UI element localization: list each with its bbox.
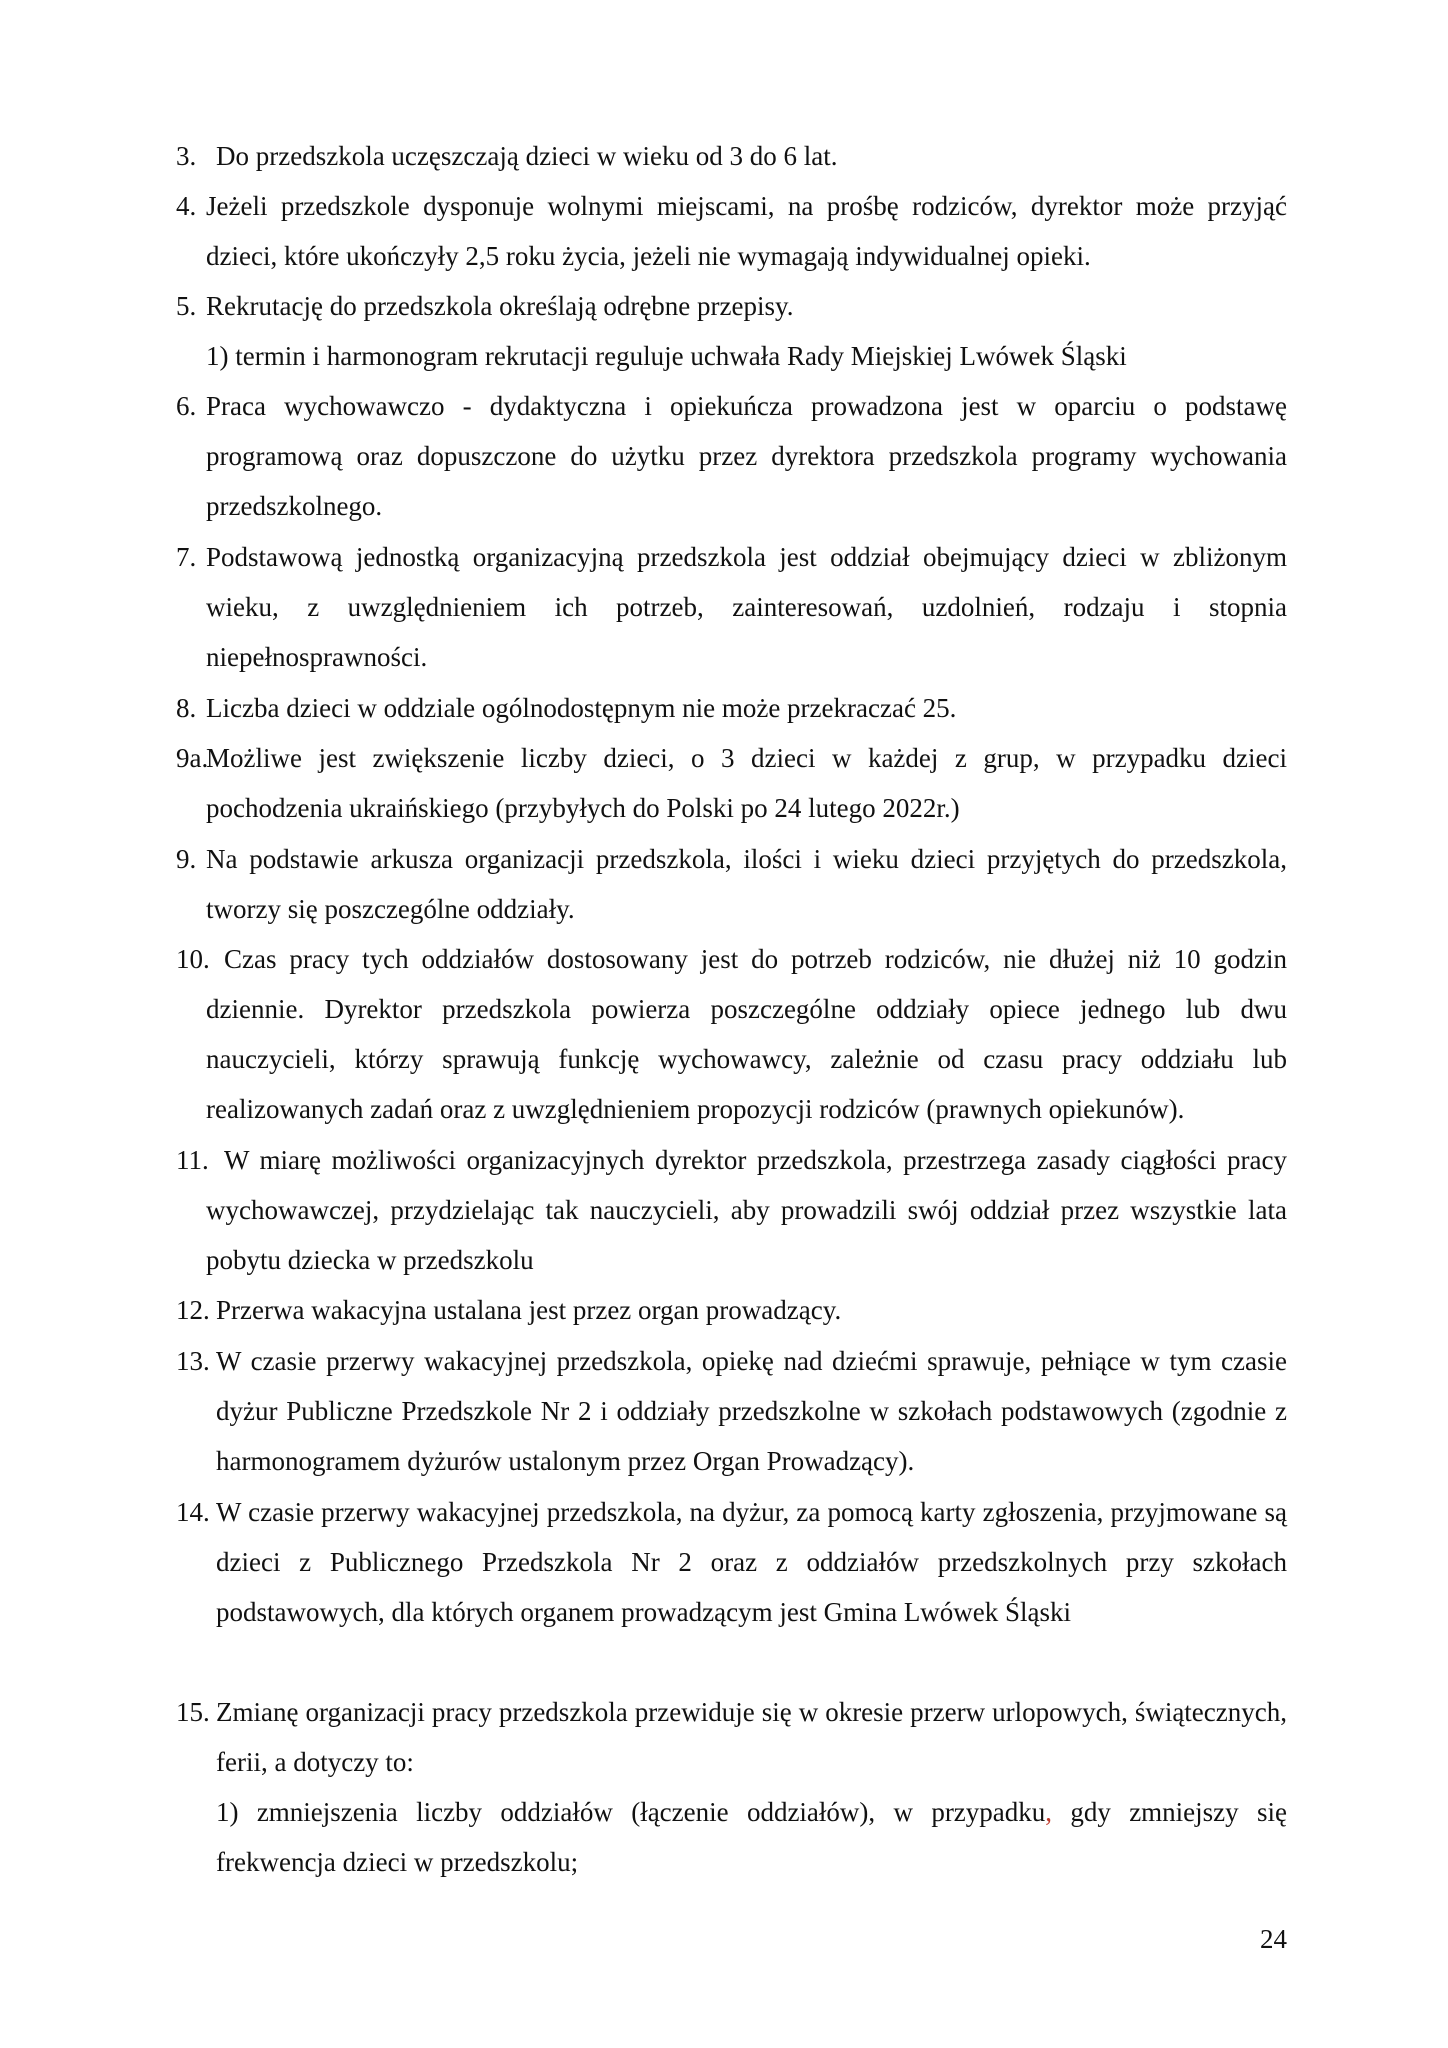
list-item-9a — [176, 733, 1287, 833]
list-item-8 — [176, 683, 1287, 733]
list-item-4 — [176, 181, 1287, 281]
item-number: 15. — [176, 1697, 210, 1727]
item-number: 11. — [176, 1145, 209, 1175]
item-number: 4. — [176, 191, 197, 221]
item-number: 9a. — [176, 743, 209, 773]
item-text: W miarę możliwości organizacyjnych dyrektor przedszkola, przestrzega zasady ciągłości pracy wychowawczej, przydzielając tak nauczycieli, aby prowadzili swój oddział przez wszystkie lata pobytu dziecka w przedszkolu — [206, 1145, 1287, 1275]
item-number: 6. — [176, 391, 197, 421]
item-text: Jeżeli przedszkole dysponuje wolnymi miejscami, na prośbę rodziców, dyrektor może przyjąć dzieci, które ukończyły 2,5 roku życia, jeżeli nie wymagają indywidualnej opieki. — [206, 191, 1287, 271]
item-number: 5. — [176, 291, 197, 321]
sub-item-text-start: 1) zmniejszenia liczby oddziałów (łączenie oddziałów), w przypadku — [216, 1797, 1046, 1827]
list-item-15 — [176, 1687, 1287, 1787]
item-text: Możliwe jest zwiększenie liczby dzieci, o 3 dzieci w każdej z grup, w przypadku dzieci pochodzenia ukraińskiego (przybyłych do Polski po 24 lutego 2022r.) — [206, 743, 1287, 823]
list-item-14 — [176, 1487, 1287, 1637]
item-number: 13. — [176, 1346, 210, 1376]
sub-item-5-1: 1) termin i harmonogram rekrutacji reguluje uchwała Rady Miejskiej Lwówek Śląski — [206, 341, 1127, 371]
item-number: 12. — [176, 1295, 210, 1325]
item-text: Praca wychowawczo - dydaktyczna i opiekuńcza prowadzona jest w oparciu o podstawę programową oraz dopuszczone do użytku przez dyrektora przedszkola programy wychowania przedszkolnego. — [206, 391, 1287, 521]
item-text: W czasie przerwy wakacyjnej przedszkola, na dyżur, za pomocą karty zgłoszenia, przyjmowane są dzieci z Publicznego Przedszkola Nr 2 oraz z oddziałów przedszkolnych przy szkołach podstawowych, dla których organem prowadzącym jest Gmina Lwówek Śląski — [216, 1497, 1287, 1627]
item-text: Czas pracy tych oddziałów dostosowany jest do potrzeb rodziców, nie dłużej niż 10 godzin dziennie. Dyrektor przedszkola powierza poszczególne oddziały opiece jednego lub dwu nauczycieli, którzy sprawują funkcję wychowawcy, zależnie od czasu pracy oddziału lub realizowanych zadań oraz z uwzględnieniem propozycji rodziców (prawnych opiekunów). — [206, 944, 1287, 1124]
item-text: Podstawową jednostką organizacyjną przedszkola jest oddział obejmujący dzieci w zbliżonym wieku, z uwzględnieniem ich potrzeb, zainteresowań, uzdolnień, rodzaju i stopnia niepełnosprawności. — [206, 542, 1287, 672]
item-text: W czasie przerwy wakacyjnej przedszkola, opiekę nad dziećmi sprawuje, pełniące w tym czasie dyżur Publiczne Przedszkole Nr 2 i oddziały przedszkolne w szkołach podstawowych (zgodnie z harmonogramem dyżurów ustalonym przez Organ Prowadzący). — [216, 1346, 1287, 1476]
list-item-11 — [176, 1135, 1287, 1285]
list-item-10 — [176, 934, 1287, 1134]
list-item-12 — [176, 1285, 1287, 1335]
list-item-5 — [176, 281, 1287, 331]
item-number: 3. — [176, 141, 197, 171]
item-text: Na podstawie arkusza organizacji przedszkola, ilości i wieku dzieci przyjętych do przedszkola, tworzy się poszczególne oddziały. — [206, 844, 1287, 924]
list-item-6 — [176, 381, 1287, 531]
item-text: Zmianę organizacji pracy przedszkola przewiduje się w okresie przerw urlopowych, świątecznych, ferii, a dotyczy to: — [216, 1697, 1287, 1777]
item-number: 10. — [176, 944, 210, 974]
sub-item-text-end: gdy zmniejszy się frekwencja dzieci w przedszkolu; — [216, 1797, 1287, 1877]
item-number: 9. — [176, 844, 197, 874]
item-number: 7. — [176, 542, 197, 572]
item-number: 14. — [176, 1497, 210, 1527]
item-text: Do przedszkola uczęszczają dzieci w wieku od 3 do 6 lat. — [216, 141, 838, 171]
page-number: 24 — [1260, 1924, 1287, 1954]
sub-item-15-1 — [216, 1787, 1287, 1887]
item-text: Rekrutację do przedszkola określają odrębne przepisy. — [206, 291, 794, 321]
list-item-7 — [176, 532, 1287, 682]
list-item-13 — [176, 1336, 1287, 1486]
item-number: 8. — [176, 693, 197, 723]
list-item-9 — [176, 834, 1287, 934]
item-text: Przerwa wakacyjna ustalana jest przez organ prowadzący. — [216, 1295, 842, 1325]
item-text: Liczba dzieci w oddziale ogólnodostępnym nie może przekraczać 25. — [206, 693, 957, 723]
list-item-3 — [176, 131, 1287, 181]
highlighted-comma: , — [1045, 1797, 1053, 1827]
